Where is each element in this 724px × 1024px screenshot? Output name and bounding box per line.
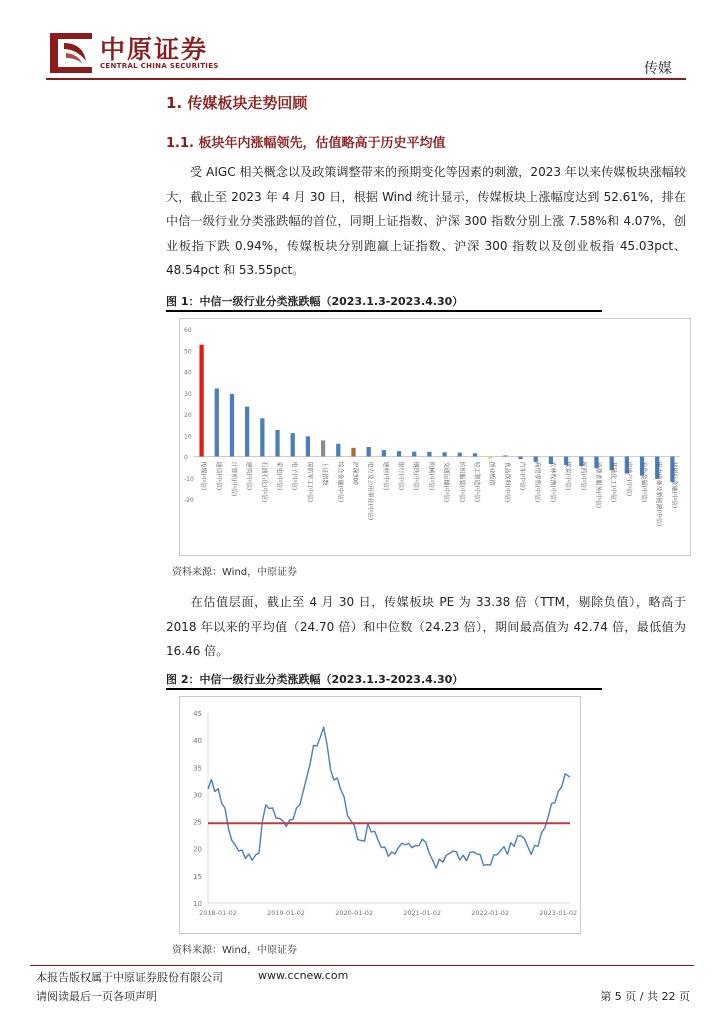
bar xyxy=(458,453,462,457)
x-category-label: 综合金融(中信) xyxy=(336,461,344,503)
x-category-label: 建筑(中信) xyxy=(245,461,253,491)
x-category-label: 农林牧渔(中信) xyxy=(548,461,556,503)
bar xyxy=(382,450,386,456)
x-category-label: 上证指数 xyxy=(321,461,329,486)
y-tick-label: 25 xyxy=(193,818,202,827)
bar xyxy=(215,389,219,457)
y-tick-label: 10 xyxy=(193,900,202,908)
footer-disclaimer-notice: 请阅读最后一页各项声明 xyxy=(36,990,157,1003)
y-tick-label: 10 xyxy=(184,433,192,441)
x-category-label: 煤炭(中信) xyxy=(564,461,572,491)
logo-english-name: CENTRAL CHINA SECURITIES xyxy=(100,62,219,70)
bar xyxy=(503,455,507,456)
x-category-label: 石油石化(中信) xyxy=(260,461,268,503)
y-tick-label: -10 xyxy=(184,475,194,483)
y-tick-label: -20 xyxy=(184,497,194,504)
bar xyxy=(367,447,371,457)
x-category-label: 电力及公用事业(中信) xyxy=(366,461,374,521)
x-tick-label: 2019-01-02 xyxy=(267,909,305,917)
bar xyxy=(306,436,310,456)
y-tick-label: 40 xyxy=(193,737,202,746)
y-tick-label: 30 xyxy=(193,791,202,800)
y-tick-label: 60 xyxy=(184,327,192,334)
bar xyxy=(397,451,401,456)
y-tick-label: 40 xyxy=(184,369,192,377)
y-tick-label: 20 xyxy=(184,412,192,419)
x-category-label: 非银行金融(中信) xyxy=(670,461,678,509)
y-tick-label: 15 xyxy=(193,872,202,881)
footer-copyright: 本报告版权属于中原证券股份有限公司 xyxy=(36,971,223,984)
subsection-heading: 1.1. 板块年内涨幅领先，估值略高于历史平均值 xyxy=(166,136,446,151)
bar xyxy=(199,345,203,457)
line-chart-svg xyxy=(180,697,580,933)
bar xyxy=(321,440,325,456)
x-category-label: 医药(中信) xyxy=(579,461,587,491)
x-tick-label: 2022-01-02 xyxy=(471,909,510,917)
y-tick-label: 50 xyxy=(184,348,192,356)
company-logo-icon xyxy=(46,27,96,73)
x-category-label: 交通运输(中信) xyxy=(442,461,450,503)
bar xyxy=(473,453,477,456)
footer-page-number: 第 5 页 / 共 22 页 xyxy=(600,990,690,1003)
bar xyxy=(427,452,431,457)
body-paragraph-2 xyxy=(166,590,686,664)
footer-website-link[interactable]: www.ccnew.com xyxy=(258,969,349,982)
x-tick-label: 2023-01-02 xyxy=(539,909,578,917)
bar xyxy=(518,457,522,460)
figure-1-rule xyxy=(166,310,602,312)
y-tick-label: 35 xyxy=(193,764,202,773)
x-tick-label: 2020-01-02 xyxy=(335,909,373,917)
x-category-label: 商贸零售(中信) xyxy=(533,461,541,503)
bar xyxy=(412,452,416,457)
x-category-label: 电子(中信) xyxy=(290,461,298,491)
x-category-label: 消费者服务(中信) xyxy=(594,461,602,509)
y-tick-label: 20 xyxy=(193,845,202,854)
header-sector-label: 传媒 xyxy=(644,61,672,77)
y-tick-label: 0 xyxy=(184,454,188,462)
y-tick-label: 30 xyxy=(184,390,192,398)
x-category-label: 汽车(中信) xyxy=(518,461,526,491)
figure-2-chart xyxy=(179,696,581,934)
figure-1-chart xyxy=(179,318,691,556)
figure-2-source: 资料来源：Wind，中原证券 xyxy=(172,945,298,956)
figure-2-title: 图 2：中信一级行业分类涨跌幅（2023.1.3-2023.4.30） xyxy=(166,673,464,686)
x-category-label: 机械(中信) xyxy=(427,461,435,491)
bar-chart-svg xyxy=(180,319,690,555)
figure-1-source: 资料来源：Wind，中原证券 xyxy=(172,567,298,578)
bar xyxy=(230,394,234,457)
bar xyxy=(260,418,264,456)
section-heading: 1. 传媒板块走势回顾 xyxy=(166,94,308,112)
y-tick-label: 45 xyxy=(193,710,202,718)
x-category-label: 家电(中信) xyxy=(275,461,283,491)
figure-2-rule xyxy=(166,688,602,690)
bar xyxy=(488,457,492,459)
x-category-label: 沪深300 xyxy=(351,461,359,485)
bar xyxy=(291,433,295,456)
x-category-label: 食品饮料(中信) xyxy=(503,461,511,503)
bar xyxy=(351,448,355,457)
x-category-label: 传媒(中信) xyxy=(199,461,207,491)
x-category-label: 房地产(中信) xyxy=(624,461,632,497)
x-tick-label: 2018-01-02 xyxy=(199,909,237,917)
bar xyxy=(275,430,279,457)
bar xyxy=(442,452,446,456)
x-category-label: 建材(中信) xyxy=(381,461,389,491)
x-category-label: 创业板指 xyxy=(488,461,496,486)
logo-chinese-name: 中原证券 xyxy=(100,35,209,64)
figure-1-title: 图 1：中信一级行业分类涨跌幅（2023.1.3-2023.4.30） xyxy=(166,295,464,308)
x-category-label: 电力设备及新能源(中信) xyxy=(655,461,663,527)
paragraph-2-text: 在估值层面，截止至 4 月 30 日，传媒板块 PE 为 33.38 倍（TTM，剔除负值），略高于 2018 年以来的平均值（24.70 倍）和中位数（24.23 倍），期间最高值为 42.74 倍，最低值为 16.46 倍。 xyxy=(166,595,686,658)
body-paragraph-1 xyxy=(166,160,686,283)
x-category-label: 轻工制造(中信) xyxy=(472,461,480,503)
header-divider xyxy=(46,78,686,80)
x-category-label: 纺织服装(中信) xyxy=(457,461,465,503)
bar xyxy=(336,444,340,457)
footer-divider xyxy=(30,965,694,966)
x-category-label: 有色金属(中信) xyxy=(640,461,648,503)
x-category-label: 国防军工(中信) xyxy=(305,461,313,503)
x-category-label: 钢铁(中信) xyxy=(412,461,420,491)
x-category-label: 通信(中信) xyxy=(214,461,222,491)
x-tick-label: 2021-01-02 xyxy=(403,909,442,917)
bar xyxy=(245,407,249,457)
paragraph-1-text: 受 AIGC 相关概念以及政策调整带来的预期变化等因素的刺激，2023 年以来传媒板块涨幅较大，截止至 2023 年 4 月 30 日，根据 Wind 统计显示，传媒板块上涨幅度达到 52.61%，排在中信一级行业分类涨跌幅的首位，同期上证指数、沪深 300 指数分别上涨 7.58%和 4.07%，创业板指下跌 0.94%，传媒板块分别跑赢上证指数、沪深 300 指数以及创业板指 45.03pct、48.54pct 和 53.55pct。 xyxy=(166,165,686,277)
x-category-label: 银行(中信) xyxy=(397,461,405,491)
x-category-label: 计算机(中信) xyxy=(229,461,237,497)
pe-series-line xyxy=(208,727,570,868)
x-category-label: 基础化工(中信) xyxy=(609,461,617,503)
